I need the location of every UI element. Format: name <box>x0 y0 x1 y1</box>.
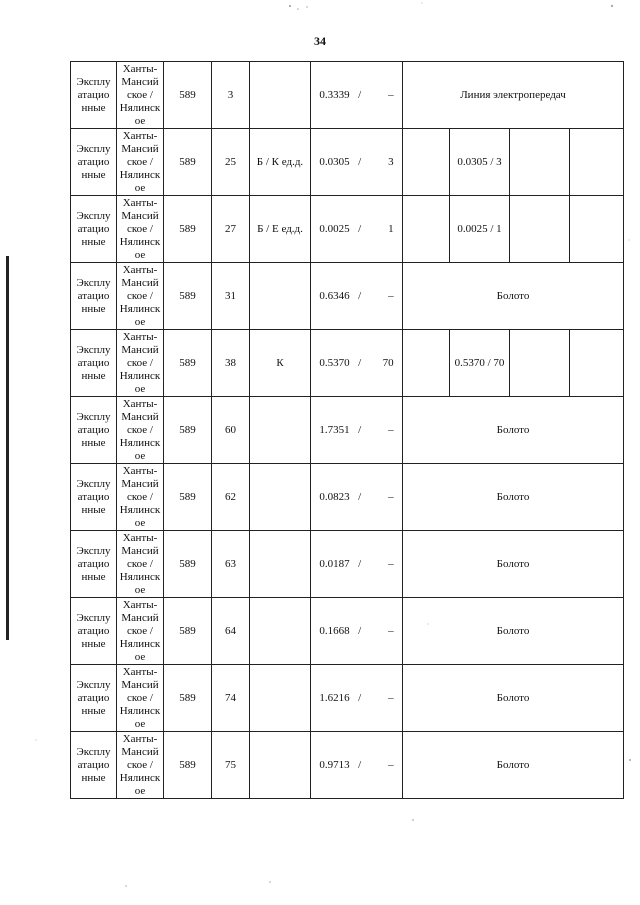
breakdown-cell <box>403 196 624 263</box>
area-cell: 1.6216 / – <box>311 665 403 732</box>
page-number: 34 <box>314 34 326 48</box>
quarter-cell: 589 <box>164 665 212 732</box>
note-cell: Линия электропередач <box>403 62 624 129</box>
location-cell: Ханты-Мансий ское / Нялинск ое <box>117 196 164 263</box>
area-cell: 0.0187 / – <box>311 531 403 598</box>
plot-cell: 3 <box>212 62 250 129</box>
table-row <box>71 196 624 263</box>
count-value: – <box>388 490 394 503</box>
count-value: 70 <box>382 356 394 369</box>
code-cell <box>250 62 311 129</box>
count-value: – <box>388 624 394 637</box>
area-cell: 0.1668 / – <box>311 598 403 665</box>
location-cell: Ханты-Мансий ское / Нялинск ое <box>117 263 164 330</box>
breakdown-empty-cell <box>569 196 623 262</box>
breakdown-empty-cell <box>569 129 623 195</box>
quarter-cell: 589 <box>164 330 212 397</box>
breakdown-empty-cell <box>403 196 449 262</box>
note-cell: Болото <box>403 598 624 665</box>
quarter-cell: 589 <box>164 129 212 196</box>
table-body <box>71 62 624 799</box>
area-cell: 1.7351 / – <box>311 397 403 464</box>
quarter-cell: 589 <box>164 263 212 330</box>
category-cell: Эксплу атацио нные <box>71 598 117 665</box>
category-cell: Эксплу атацио нные <box>71 732 117 799</box>
note-cell: Болото <box>403 263 624 330</box>
table-row <box>71 665 624 732</box>
location-cell: Ханты-Мансий ское / Нялинск ое <box>117 330 164 397</box>
area-value: 0.5370 <box>319 356 350 369</box>
code-cell <box>250 397 311 464</box>
table-row <box>71 330 624 397</box>
quarter-cell: 589 <box>164 397 212 464</box>
location-cell: Ханты-Мансий ское / Нялинск ое <box>117 598 164 665</box>
area-cell: 0.5370 / 70 <box>311 330 403 397</box>
location-cell: Ханты-Мансий ское / Нялинск ое <box>117 464 164 531</box>
breakdown-empty-cell <box>509 196 569 262</box>
code-cell <box>250 263 311 330</box>
area-value: 0.0823 <box>319 490 350 503</box>
table-row <box>71 464 624 531</box>
area-cell: 0.0305 / 3 <box>311 129 403 196</box>
area-cell: 0.6346 / – <box>311 263 403 330</box>
code-cell <box>250 665 311 732</box>
quarter-cell: 589 <box>164 196 212 263</box>
note-cell: Болото <box>403 665 624 732</box>
code-cell: Б / Е ед.д. <box>250 196 311 263</box>
table-row <box>71 263 624 330</box>
code-cell <box>250 464 311 531</box>
code-cell: Б / К ед.д. <box>250 129 311 196</box>
breakdown-empty-cell <box>403 330 449 396</box>
count-value: – <box>388 557 394 570</box>
breakdown-value-cell: 0.5370 / 70 <box>449 330 509 396</box>
area-cell: 0.9713 / – <box>311 732 403 799</box>
location-cell: Ханты-Мансий ское / Нялинск ое <box>117 129 164 196</box>
code-cell <box>250 598 311 665</box>
category-cell: Эксплу атацио нные <box>71 196 117 263</box>
breakdown-empty-cell <box>509 330 569 396</box>
area-value: 0.6346 <box>319 289 350 302</box>
land-plots-table <box>70 61 624 799</box>
note-cell: Болото <box>403 397 624 464</box>
category-cell: Эксплу атацио нные <box>71 531 117 598</box>
plot-cell: 64 <box>212 598 250 665</box>
plot-cell: 27 <box>212 196 250 263</box>
breakdown-cell <box>403 330 624 397</box>
area-value: 0.9713 <box>319 758 350 771</box>
breakdown-empty-cell <box>509 129 569 195</box>
location-cell: Ханты-Мансий ское / Нялинск ое <box>117 732 164 799</box>
location-cell: Ханты-Мансий ское / Нялинск ое <box>117 665 164 732</box>
area-value: 1.6216 <box>319 691 350 704</box>
area-value: 1.7351 <box>319 423 350 436</box>
code-cell: К <box>250 330 311 397</box>
category-cell: Эксплу атацио нные <box>71 263 117 330</box>
area-value: 0.0305 <box>319 155 350 168</box>
table-row <box>71 732 624 799</box>
quarter-cell: 589 <box>164 732 212 799</box>
breakdown-value-cell: 0.0025 / 1 <box>449 196 509 262</box>
table-row <box>71 531 624 598</box>
location-cell: Ханты-Мансий ское / Нялинск ое <box>117 62 164 129</box>
area-cell: 0.3339 / – <box>311 62 403 129</box>
area-cell: 0.0823 / – <box>311 464 403 531</box>
count-value: – <box>388 423 394 436</box>
count-value: – <box>388 289 394 302</box>
quarter-cell: 589 <box>164 531 212 598</box>
code-cell <box>250 732 311 799</box>
table-row <box>71 129 624 196</box>
category-cell: Эксплу атацио нные <box>71 62 117 129</box>
code-cell <box>250 531 311 598</box>
table-row <box>71 598 624 665</box>
category-cell: Эксплу атацио нные <box>71 330 117 397</box>
note-cell: Болото <box>403 531 624 598</box>
area-value: 0.1668 <box>319 624 350 637</box>
breakdown-empty-cell <box>403 129 449 195</box>
plot-cell: 62 <box>212 464 250 531</box>
area-cell: 0.0025 / 1 <box>311 196 403 263</box>
category-cell: Эксплу атацио нные <box>71 129 117 196</box>
count-value: 3 <box>388 155 394 168</box>
category-cell: Эксплу атацио нные <box>71 397 117 464</box>
quarter-cell: 589 <box>164 598 212 665</box>
plot-cell: 25 <box>212 129 250 196</box>
area-value: 0.3339 <box>319 88 350 101</box>
plot-cell: 74 <box>212 665 250 732</box>
count-value: 1 <box>388 222 394 235</box>
quarter-cell: 589 <box>164 62 212 129</box>
category-cell: Эксплу атацио нные <box>71 464 117 531</box>
plot-cell: 63 <box>212 531 250 598</box>
plot-cell: 60 <box>212 397 250 464</box>
breakdown-cell <box>403 129 624 196</box>
location-cell: Ханты-Мансий ское / Нялинск ое <box>117 531 164 598</box>
location-cell: Ханты-Мансий ское / Нялинск ое <box>117 397 164 464</box>
count-value: – <box>388 758 394 771</box>
plot-cell: 75 <box>212 732 250 799</box>
count-value: – <box>388 88 394 101</box>
quarter-cell: 589 <box>164 464 212 531</box>
breakdown-empty-cell <box>569 330 623 396</box>
plot-cell: 31 <box>212 263 250 330</box>
table-row <box>71 62 624 129</box>
area-value: 0.0187 <box>319 557 350 570</box>
note-cell: Болото <box>403 732 624 799</box>
breakdown-value-cell: 0.0305 / 3 <box>449 129 509 195</box>
note-cell: Болото <box>403 464 624 531</box>
plot-cell: 38 <box>212 330 250 397</box>
area-value: 0.0025 <box>319 222 350 235</box>
category-cell: Эксплу атацио нные <box>71 665 117 732</box>
table-row <box>71 397 624 464</box>
count-value: – <box>388 691 394 704</box>
